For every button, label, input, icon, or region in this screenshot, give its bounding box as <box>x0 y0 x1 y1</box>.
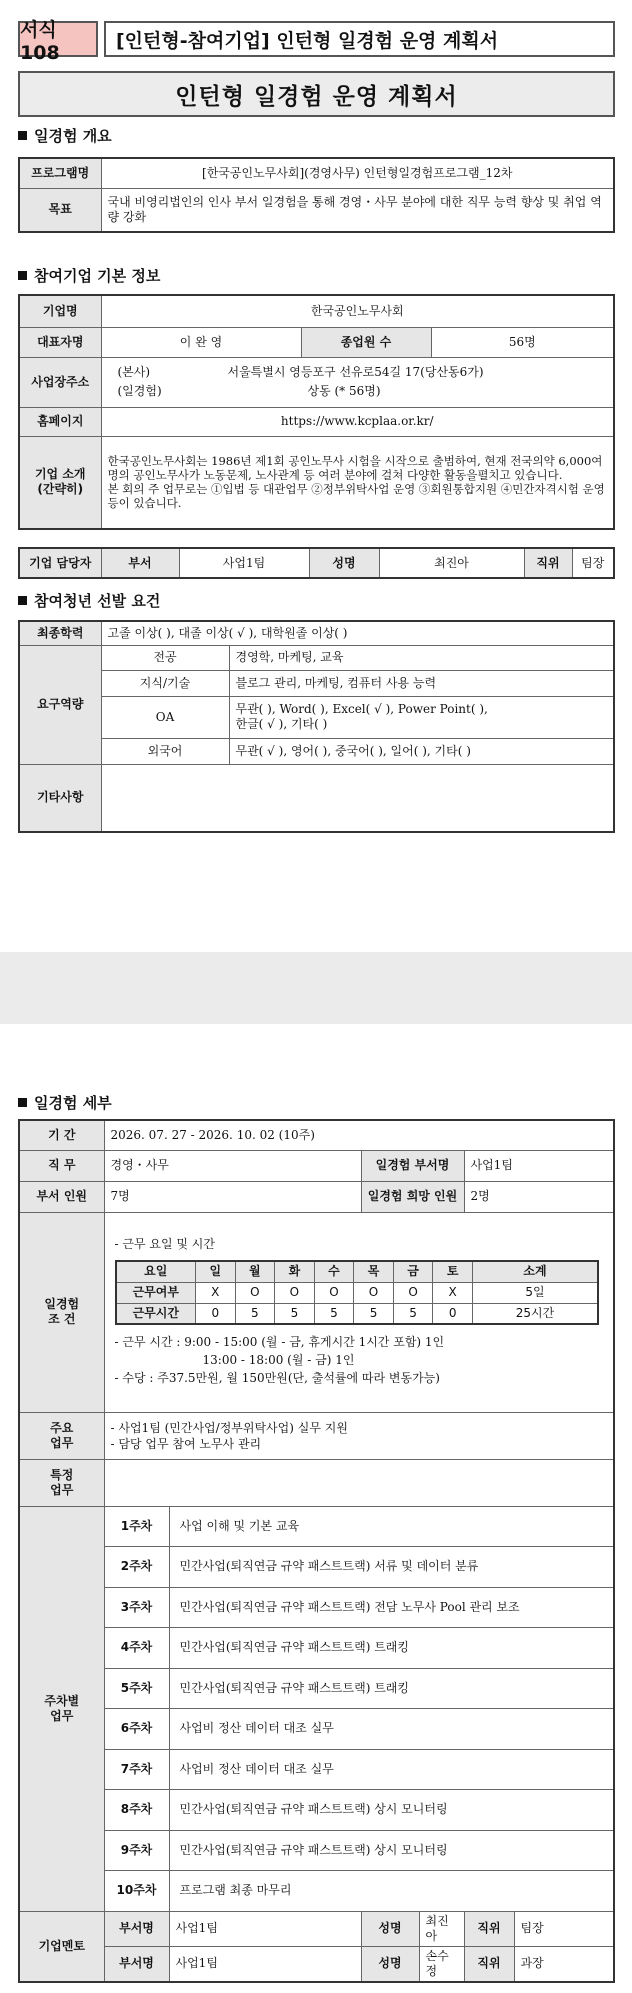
mentor-dept-value: 사업1팀 <box>169 1946 361 1982</box>
etc-label: 기타사항 <box>19 764 101 832</box>
major-label: 전공 <box>101 645 229 670</box>
staff-label: 부서 인원 <box>19 1181 104 1212</box>
special-duty-label: 특정 업무 <box>19 1459 104 1506</box>
hope-count-value: 2명 <box>464 1181 614 1212</box>
document-title: 인턴형 일경험 운영 계획서 <box>18 71 615 117</box>
schedule-cell: 토 <box>433 1261 473 1282</box>
square-bullet-icon <box>18 596 27 605</box>
program-label: 프로그램명 <box>19 158 101 188</box>
intro-label: 기업 소개 (간략히) <box>19 436 101 529</box>
manager-position-value: 팀장 <box>572 548 614 578</box>
schedule-row-label: 근무시간 <box>116 1303 196 1324</box>
hq-address: 서울특별시 영등포구 선유로54길 17(당산동6가) <box>227 365 484 379</box>
week-task: 사업 이해 및 기본 교육 <box>169 1506 614 1547</box>
week-number: 10주차 <box>104 1871 169 1912</box>
program-value: [한국공인노무사회](경영사무) 인턴형일경험프로그램_12차 <box>101 158 614 188</box>
job-label: 직 무 <box>19 1150 104 1181</box>
section-requirements: 참여청년 선발 요건 <box>18 590 160 611</box>
week-row <box>19 1749 614 1790</box>
oa-value: 무관( ), Word( ), Excel( √ ), Power Point( ), 한글( √ ), 기타( ) <box>229 696 614 738</box>
section-company: 참여기업 기본 정보 <box>18 265 160 286</box>
main-duty-value: - 사업1팀 (민간사업/정부위탁사업) 실무 지원 - 담당 업무 참여 노무사 관리 <box>104 1412 614 1459</box>
manager-dept-value: 사업1팀 <box>179 548 309 578</box>
weekly-duties <box>19 1506 614 1911</box>
schedule-cell: O <box>393 1282 433 1303</box>
form-header <box>18 18 615 64</box>
special-duty-value <box>104 1459 614 1506</box>
period-value: 2026. 07. 27 - 2026. 10. 02 (10주) <box>104 1120 614 1150</box>
goal-label: 목표 <box>19 188 101 232</box>
schedule-row-label: 요일 <box>116 1261 196 1282</box>
page-1 <box>0 0 632 952</box>
week-row <box>19 1709 614 1750</box>
skill-label: 지식/기술 <box>101 670 229 696</box>
condition-notes: - 근무 시간 : 9:00 - 15:00 (월 - 금, 휴게시간 1시간 포함) 1인 13:00 - 18:00 (월 - 금) 1인 - 수당 : 주37.5만원, 월 150만원(단, 출석률에 따라 변동가능) <box>114 1335 445 1385</box>
schedule-cell: 5 <box>314 1303 354 1324</box>
manager-name-value: 최진아 <box>379 548 524 578</box>
employee-count-label: 종업원 수 <box>301 327 431 357</box>
schedule-cell: 화 <box>275 1261 315 1282</box>
ceo-label: 대표자명 <box>19 327 101 357</box>
week-task: 민간사업(퇴직연금 규약 패스트트랙) 상시 모니터링 <box>169 1790 614 1831</box>
week-task: 사업비 정산 데이터 대조 실무 <box>169 1749 614 1790</box>
language-value: 무관( √ ), 영어( ), 중국어( ), 일어( ), 기타( ) <box>229 738 614 764</box>
weekly-duty-label: 주차별 업무 <box>19 1506 104 1911</box>
mentor-position-value: 과장 <box>514 1946 614 1982</box>
square-bullet-icon <box>18 1098 27 1107</box>
form-number: 서식 108 <box>18 21 98 57</box>
mentor-position-label: 직위 <box>464 1911 514 1946</box>
schedule-cell: 5 <box>235 1303 275 1324</box>
goal-value: 국내 비영리법인의 인사 부서 일경험을 통해 경영・사무 분야에 대한 직무 능력 향상 및 취업 역량 강화 <box>101 188 614 232</box>
manager-table <box>18 547 615 579</box>
education-value: 고졸 이상( ), 대졸 이상( √ ), 대학원졸 이상( ) <box>101 621 614 645</box>
week-row <box>19 1628 614 1669</box>
competency-label: 요구역량 <box>19 645 101 764</box>
company-name-label: 기업명 <box>19 295 101 327</box>
schedule-cell: 0 <box>196 1303 236 1324</box>
schedule-cell: 수 <box>314 1261 354 1282</box>
week-task: 민간사업(퇴직연금 규약 패스트트랙) 전담 노무사 Pool 관리 보조 <box>169 1587 614 1628</box>
mentors <box>19 1911 614 1982</box>
week-row <box>19 1547 614 1588</box>
dept-name-label: 일경험 부서명 <box>361 1150 464 1181</box>
company-name-value: 한국공인노무사회 <box>101 295 614 327</box>
week-task: 프로그램 최종 마무리 <box>169 1871 614 1912</box>
mentor-name-label: 성명 <box>361 1946 419 1982</box>
schedule-cell: 5 <box>275 1303 315 1324</box>
homepage-value[interactable]: https://www.kcplaa.or.kr/ <box>101 407 614 436</box>
week-row <box>19 1790 614 1831</box>
week-number: 5주차 <box>104 1668 169 1709</box>
manager-dept-label: 부서 <box>101 548 179 578</box>
dept-name-value: 사업1팀 <box>464 1150 614 1181</box>
mentor-name-value: 최진아 <box>419 1911 464 1946</box>
address-label: 사업장주소 <box>19 357 101 407</box>
schedule-cell: 25시간 <box>472 1303 598 1324</box>
schedule-cell: 목 <box>354 1261 394 1282</box>
week-number: 6주차 <box>104 1709 169 1750</box>
schedule-workday-row <box>116 1282 599 1303</box>
schedule-table <box>115 1260 600 1325</box>
form-title: [인턴형-참여기업] 인턴형 일경험 운영 계획서 <box>104 21 615 57</box>
mentor-label: 기업멘토 <box>19 1911 104 1982</box>
condition-value: - 근무 요일 및 시간 요일 일 월 화 수 목 금 토 소계 근무여부 X O O O O O X 5일 근무시간 0 5 5 5 5 5 0 25시간 - 근무 시간 : 9:00 - 15:00 (월 - 금, 휴게시간 1시간 포함) 1인 13:00 - 18:00 (월 - 금) 1인 - 수당 : 주37.5만원, 월 150만원(단, 출석률에 따라 변동가능) <box>104 1212 614 1412</box>
workplace-tag: (일경험) <box>117 384 162 398</box>
company-table <box>18 294 615 530</box>
requirements-table <box>18 620 615 833</box>
week-task: 민간사업(퇴직연금 규약 패스트트랙) 상시 모니터링 <box>169 1830 614 1871</box>
job-value: 경영・사무 <box>104 1150 361 1181</box>
schedule-cell: O <box>235 1282 275 1303</box>
language-label: 외국어 <box>101 738 229 764</box>
week-number: 2주차 <box>104 1547 169 1588</box>
week-task: 사업비 정산 데이터 대조 실무 <box>169 1709 614 1750</box>
week-task: 민간사업(퇴직연금 규약 패스트트랙) 트래킹 <box>169 1668 614 1709</box>
week-row <box>19 1506 614 1547</box>
week-row <box>19 1587 614 1628</box>
condition-label: 일경험 조 건 <box>19 1212 104 1412</box>
workplace-address: 상동 (* 56명) <box>307 384 381 398</box>
schedule-cell: 5 <box>354 1303 394 1324</box>
schedule-hours-row <box>116 1303 599 1324</box>
education-label: 최종학력 <box>19 621 101 645</box>
address-value <box>101 357 614 407</box>
week-task: 민간사업(퇴직연금 규약 패스트트랙) 서류 및 데이터 분류 <box>169 1547 614 1588</box>
week-number: 3주차 <box>104 1587 169 1628</box>
mentor-name-value: 손수정 <box>419 1946 464 1982</box>
week-number: 4주차 <box>104 1628 169 1669</box>
manager-position-label: 직위 <box>524 548 572 578</box>
mentor-row <box>19 1911 614 1946</box>
page-gap <box>0 952 632 1024</box>
details-table <box>18 1119 615 1983</box>
schedule-row-label: 근무여부 <box>116 1282 196 1303</box>
page-2 <box>0 1024 632 1993</box>
schedule-cell: 월 <box>235 1261 275 1282</box>
week-number: 9주차 <box>104 1830 169 1871</box>
schedule-cell: O <box>354 1282 394 1303</box>
mentor-dept-label: 부서명 <box>104 1911 169 1946</box>
week-number: 1주차 <box>104 1506 169 1547</box>
main-duty-label: 주요 업무 <box>19 1412 104 1459</box>
period-label: 기 간 <box>19 1120 104 1150</box>
schedule-cell: O <box>275 1282 315 1303</box>
square-bullet-icon <box>18 131 27 140</box>
ceo-value: 이 완 영 <box>101 327 301 357</box>
week-row <box>19 1871 614 1912</box>
skill-value: 블로그 관리, 마케팅, 컴퓨터 사용 능력 <box>229 670 614 696</box>
manager-name-label: 성명 <box>309 548 379 578</box>
schedule-cell: X <box>196 1282 236 1303</box>
major-value: 경영학, 마케팅, 교육 <box>229 645 614 670</box>
schedule-cell: X <box>433 1282 473 1303</box>
square-bullet-icon <box>18 271 27 280</box>
week-row <box>19 1830 614 1871</box>
staff-value: 7명 <box>104 1181 361 1212</box>
section-details: 일경험 세부 <box>18 1092 112 1113</box>
mentor-row <box>19 1946 614 1982</box>
week-number: 7주차 <box>104 1749 169 1790</box>
overview-table <box>18 157 615 233</box>
section-overview: 일경험 개요 <box>18 125 112 146</box>
etc-value <box>101 764 614 832</box>
mentor-dept-value: 사업1팀 <box>169 1911 361 1946</box>
schedule-cell: 0 <box>433 1303 473 1324</box>
mentor-position-value: 팀장 <box>514 1911 614 1946</box>
week-number: 8주차 <box>104 1790 169 1831</box>
mentor-name-label: 성명 <box>361 1911 419 1946</box>
schedule-header-row <box>116 1261 599 1282</box>
mentor-dept-label: 부서명 <box>104 1946 169 1982</box>
employee-count-value: 56명 <box>431 327 614 357</box>
week-task: 민간사업(퇴직연금 규약 패스트트랙) 트래킹 <box>169 1628 614 1669</box>
schedule-cell: 일 <box>196 1261 236 1282</box>
schedule-cell: 금 <box>393 1261 433 1282</box>
schedule-cell: O <box>314 1282 354 1303</box>
schedule-cell: 소계 <box>472 1261 598 1282</box>
oa-label: OA <box>101 696 229 738</box>
week-row <box>19 1668 614 1709</box>
intro-value: 한국공인노무사회는 1986년 제1회 공인노무사 시험을 시작으로 출범하여, 현재 전국의약 6,000여명의 공인노무사가 노동문제, 노사관계 등 여러 분야에 걸쳐 다양한 활동을펼치고 있습니다. 본 회의 주 업무로는 ①입법 등 대관업무 ②정부위탁사업 운영 ③회원통합지원 ④민간자격시험 운영 등이 있습니다. <box>101 436 614 529</box>
hq-tag: (본사) <box>117 365 151 379</box>
mentor-position-label: 직위 <box>464 1946 514 1982</box>
manager-label: 기업 담당자 <box>19 548 101 578</box>
homepage-label: 홈페이지 <box>19 407 101 436</box>
hope-count-label: 일경험 희망 인원 <box>361 1181 464 1212</box>
schedule-cell: 5 <box>393 1303 433 1324</box>
schedule-cell: 5일 <box>472 1282 598 1303</box>
